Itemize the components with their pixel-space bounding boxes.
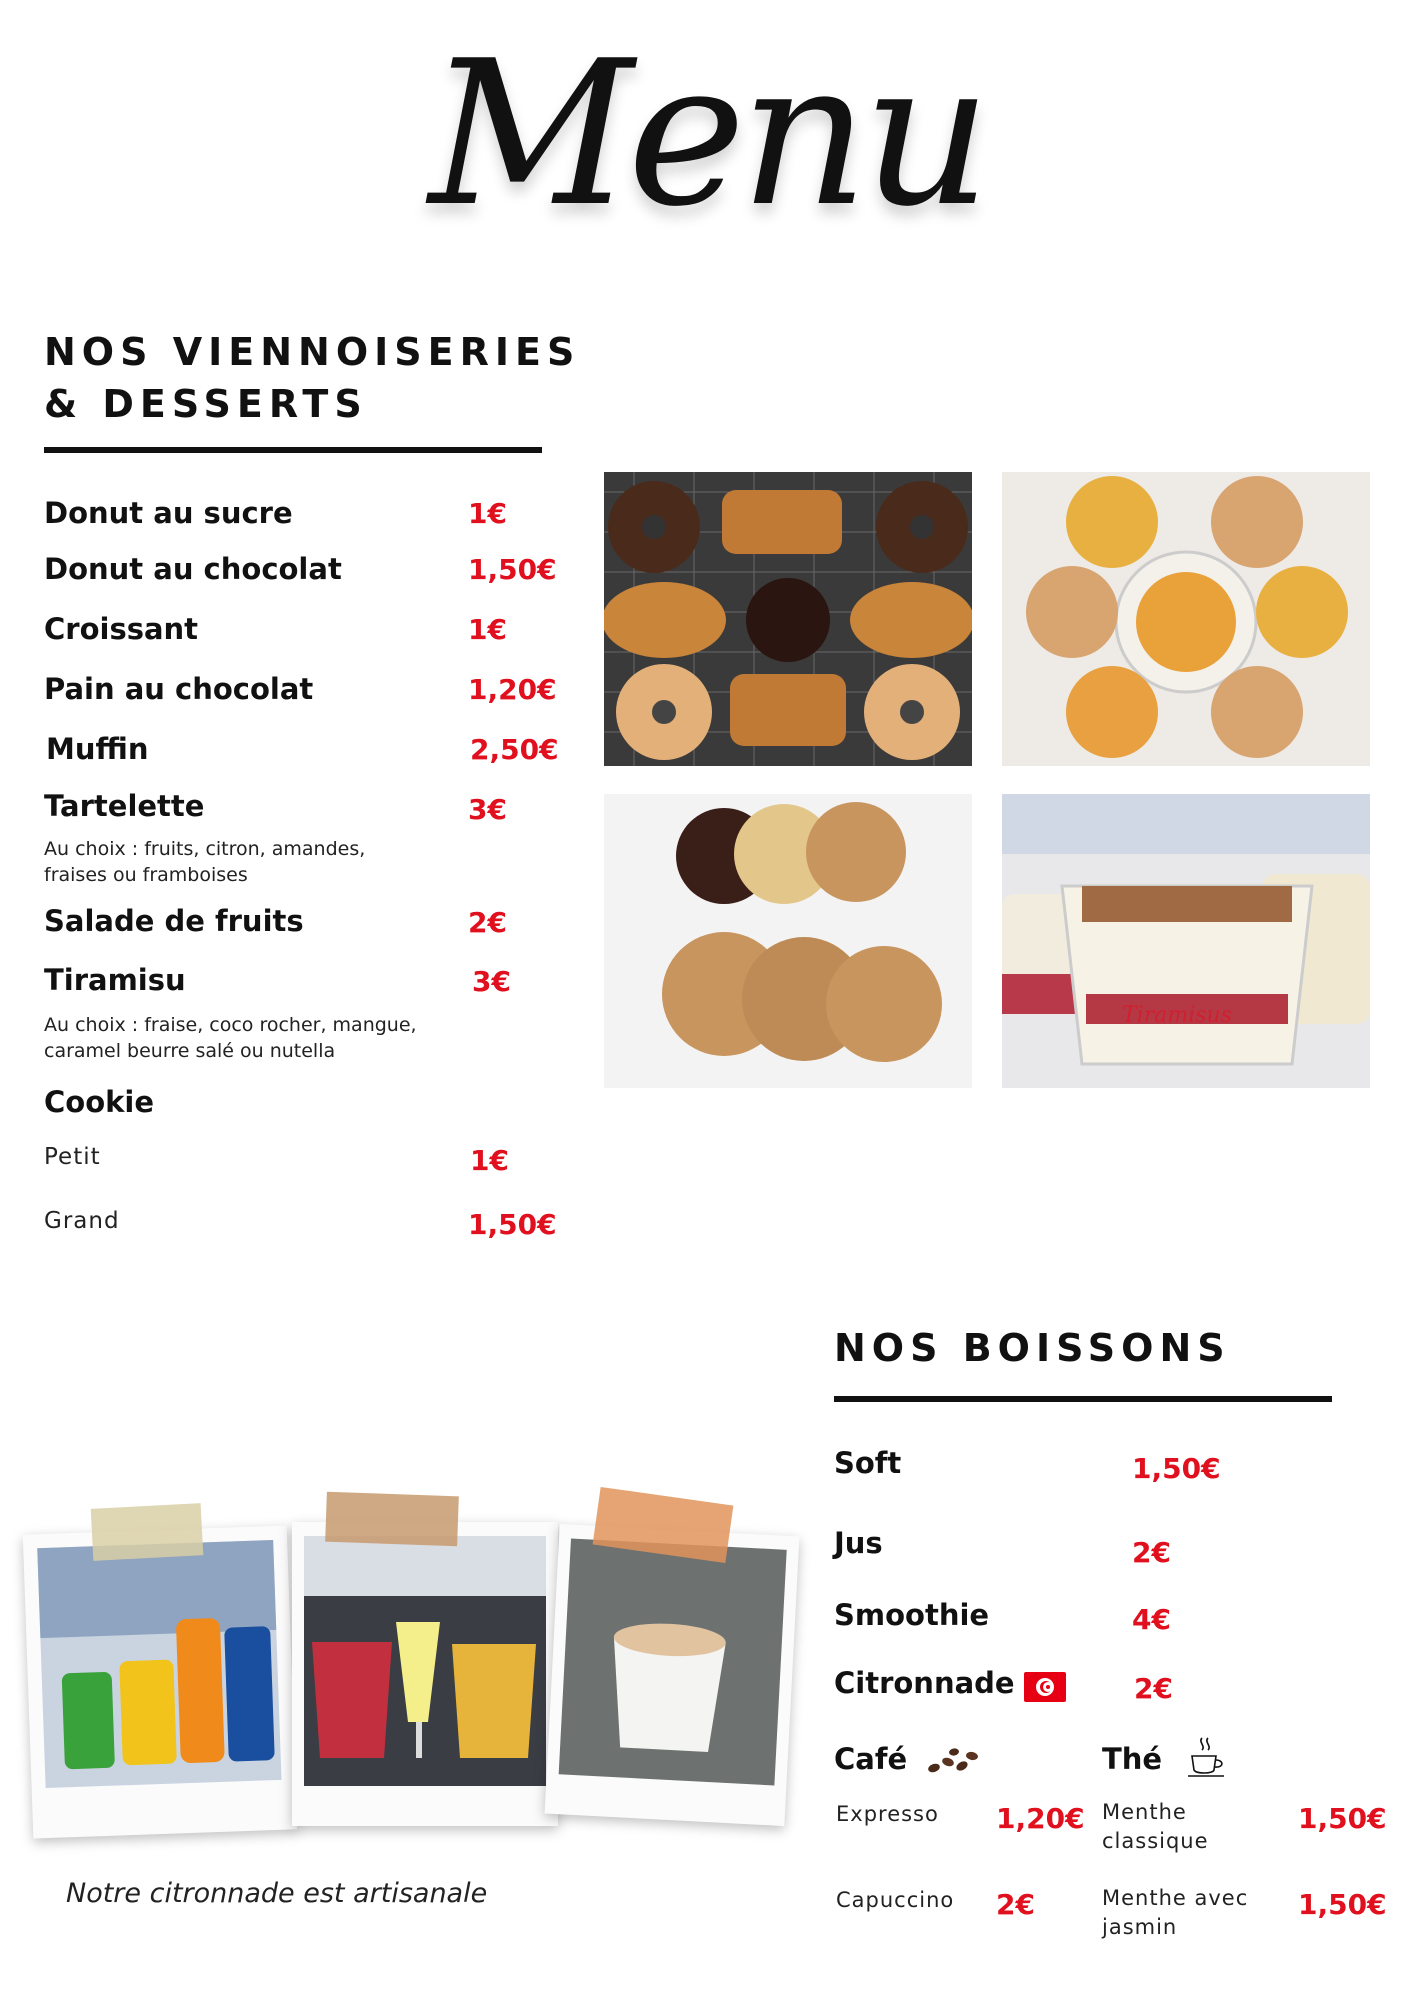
polaroid-coffee <box>545 1524 800 1826</box>
menu-item-price: 1,50€ <box>468 553 557 586</box>
menu-item-name: Pain au chocolat <box>44 672 314 706</box>
coffee-beans-icon <box>924 1744 982 1776</box>
menu-item-price: 3€ <box>468 793 507 826</box>
drink-price: 1,50€ <box>1132 1452 1221 1485</box>
menu-item-name: Muffin <box>46 732 149 766</box>
menu-item-description: Au choix : fruits, citron, amandes, fraises ou framboises <box>44 838 366 886</box>
tartelettes-photo-image <box>1002 472 1370 766</box>
citronnade-caption: Notre citronnade est artisanale <box>66 1878 488 1909</box>
sodas-photo-image <box>23 1525 297 1838</box>
polaroid-juices <box>292 1522 558 1826</box>
cookie-size-price: 1€ <box>470 1144 509 1177</box>
menu-item-price: 2€ <box>468 906 507 939</box>
drink-price: 2€ <box>1132 1536 1171 1569</box>
section-divider <box>834 1396 1332 1402</box>
the-item-price: 1,50€ <box>1298 1888 1387 1921</box>
menu-item-name: Donut au sucre <box>44 496 293 530</box>
cafe-item-price: 2€ <box>996 1888 1035 1921</box>
drink-name: Smoothie <box>834 1598 990 1632</box>
drink-name: Citronnade <box>834 1666 1015 1700</box>
drink-name: Soft <box>834 1446 902 1480</box>
section-divider <box>44 447 542 453</box>
menu-item-price: 1,20€ <box>468 673 557 706</box>
section-title-line-1: NOS VIENNOISERIES <box>44 330 581 374</box>
section-title-viennoiseries <box>44 326 580 430</box>
menu-item-price: 2,50€ <box>470 733 559 766</box>
menu-item-name: Tartelette <box>44 789 205 823</box>
the-heading: Thé <box>1102 1742 1163 1776</box>
cookies-photo <box>604 794 972 1088</box>
menu-item-description: Au choix : fraise, coco rocher, mangue, caramel beurre salé ou nutella <box>44 1014 417 1062</box>
menu-item-name: Tiramisu <box>44 963 186 997</box>
cafe-item-name: Expresso <box>836 1802 939 1826</box>
the-item-name: Menthe classique <box>1102 1800 1209 1853</box>
tiramisu-photo-image <box>1002 794 1370 1088</box>
menu-item-price: 3€ <box>472 965 511 998</box>
the-item-name: Menthe avec jasmin <box>1102 1886 1249 1939</box>
drink-price: 2€ <box>1134 1672 1173 1705</box>
section-title-line-2: & DESSERTS <box>44 382 368 426</box>
tunisia-flag-icon <box>1024 1672 1066 1702</box>
cookie-size-name: Petit <box>44 1144 101 1170</box>
cookie-size-name: Grand <box>44 1208 120 1234</box>
the-item-price: 1,50€ <box>1298 1802 1387 1835</box>
cafe-item-name: Capuccino <box>836 1888 955 1912</box>
menu-item-name: Croissant <box>44 612 199 646</box>
cafe-item-price: 1,20€ <box>996 1802 1085 1835</box>
menu-item-price: 1€ <box>468 613 507 646</box>
menu-item-name: Cookie <box>44 1085 155 1119</box>
drink-price: 4€ <box>1132 1603 1171 1636</box>
menu-item-name: Salade de fruits <box>44 904 304 938</box>
cookie-size-price: 1,50€ <box>468 1208 557 1241</box>
drink-name: Jus <box>834 1526 883 1560</box>
polaroid-sodas <box>23 1525 297 1838</box>
tape <box>325 1492 459 1547</box>
cookies-photo-image <box>604 794 972 1088</box>
viennoiseries-photo <box>604 472 972 766</box>
cafe-heading: Café <box>834 1742 908 1776</box>
tape <box>91 1503 204 1561</box>
juices-photo-image <box>292 1522 558 1826</box>
tiramisu-photo <box>1002 794 1370 1088</box>
section-title-boissons: NOS BOISSONS <box>834 1326 1231 1370</box>
menu-item-price: 1€ <box>468 497 507 530</box>
menu-item-name: Donut au chocolat <box>44 552 342 586</box>
tea-cup-icon <box>1186 1734 1228 1782</box>
coffee-photo-image <box>545 1524 800 1826</box>
menu-title: Menu <box>428 18 986 251</box>
tartelettes-photo <box>1002 472 1370 766</box>
svg-text:Tiramisus: Tiramisus <box>1122 1003 1232 1028</box>
viennoiseries-photo-image <box>604 472 972 766</box>
